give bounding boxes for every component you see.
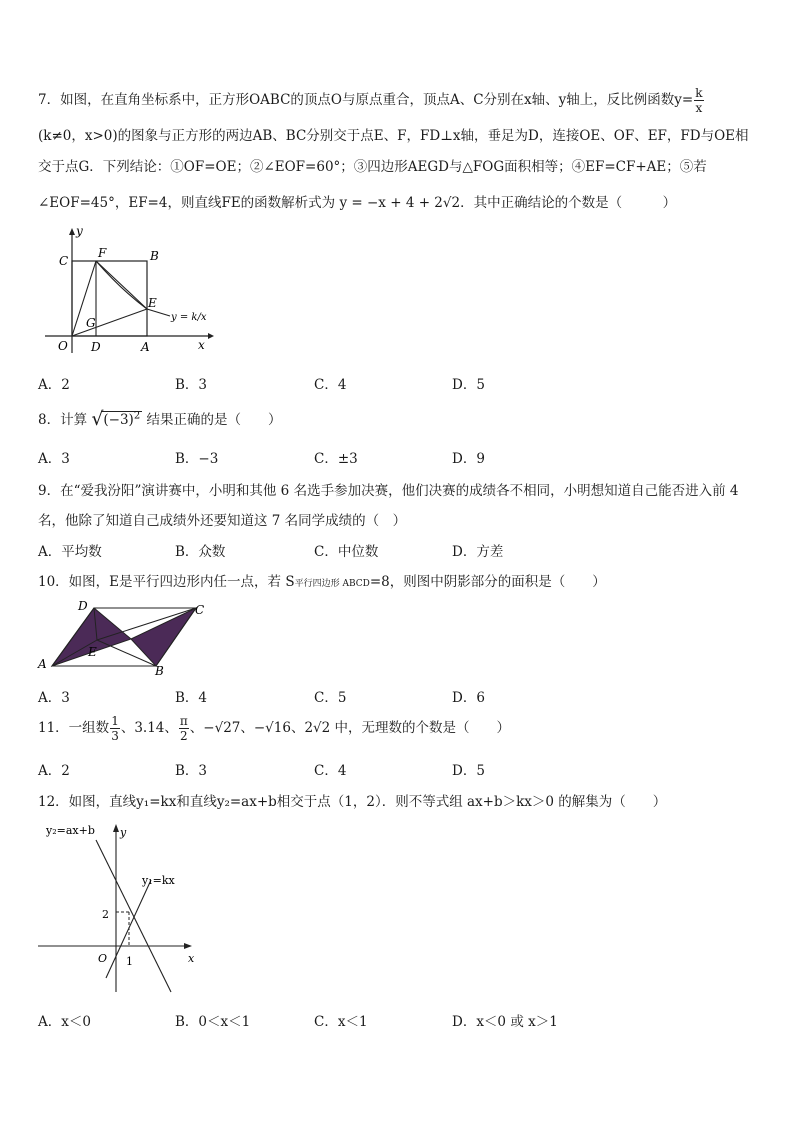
- q10-options: [38, 686, 758, 706]
- q9-option-b[interactable]: B．众数: [175, 544, 226, 560]
- q7-fig-label-g: G: [86, 316, 96, 330]
- q10-fig-label-c: C: [195, 603, 205, 617]
- q11-options: [38, 759, 758, 779]
- q7-fig-label-e: E: [148, 296, 157, 310]
- q12-fig-label-y1: y₁=kx: [142, 874, 175, 887]
- q7-fig-label-f: F: [98, 246, 107, 260]
- q7-line3: 交于点G．下列结论：①OF=OE；②∠EOF=60°；③四边形AEGD与△FOG面积相等；④EF=CF+AE；⑤若: [38, 159, 707, 175]
- q7-fig-label-a: A: [141, 340, 150, 354]
- q10-fig-label-a: A: [38, 657, 47, 671]
- q7-line2: (k≠0，x>0)的图象与正方形的两边AB、BC分别交于点E、F，FD⊥x轴，垂足为D，连接OE、OF、EF，FD与OE相: [38, 128, 749, 144]
- q8-option-b[interactable]: B．−3: [175, 451, 219, 467]
- q7-fig-label-b: B: [150, 249, 159, 263]
- q7-text-1: 7．如图，在直角坐标系中，正方形OABC的顶点O与原点重合，顶点A、C分别在x轴、y轴上，反比例函数y=: [38, 92, 694, 108]
- q11-text-pre: 11．一组数: [38, 720, 110, 736]
- q9-option-c[interactable]: C．中位数: [314, 544, 379, 560]
- q8-text-post: 结果正确的是（ ）: [146, 412, 282, 428]
- q12-option-d[interactable]: D．x＜0 或 x＞1: [452, 1014, 558, 1030]
- q11-option-b[interactable]: B．3: [175, 763, 208, 779]
- q7-options: [38, 373, 758, 393]
- q10-fig-label-d: D: [78, 600, 88, 613]
- q12-fig-label-y2: y₂=ax+b: [46, 824, 95, 837]
- q12-option-c[interactable]: C．x＜1: [314, 1014, 368, 1030]
- q7-fig-label-c: C: [59, 254, 69, 268]
- q10-figure: [36, 600, 216, 680]
- q12-figure: [36, 820, 206, 995]
- q7-fig-label-curve: y = k/x: [171, 312, 207, 323]
- q10-option-d[interactable]: D．6: [452, 690, 485, 706]
- q9-line1: 9．在“爱我汾阳”演讲赛中，小明和其他 6 名选手参加决赛，他们决赛的成绩各不相同，小明想知道自己能否进入前 4: [38, 483, 739, 499]
- q11-fraction-1: $\frac{1}{3}$: [111, 714, 119, 743]
- q12-fig-label-o: O: [98, 952, 108, 965]
- q10-text-pre: 10．如图，E是平行四边形内任一点，若 S: [38, 574, 295, 590]
- q10-text-post: =8，则图中阴影部分的面积是（ ）: [369, 574, 606, 590]
- q12-options: [38, 1010, 758, 1030]
- q12-fig-label-x: x: [188, 952, 195, 965]
- q12-fig-label-1: 1: [126, 955, 133, 968]
- q7-option-c[interactable]: C．4: [314, 377, 347, 393]
- q10-option-b[interactable]: B．4: [175, 690, 208, 706]
- q8-line: [38, 408, 282, 428]
- q9-options: [38, 540, 758, 560]
- q11-option-d[interactable]: D．5: [452, 763, 485, 779]
- q7-option-b[interactable]: B．3: [175, 377, 208, 393]
- q11-option-a[interactable]: A．2: [38, 763, 70, 779]
- q7-fig-label-y: y: [76, 225, 83, 238]
- q9-line2: 名，他除了知道自己成绩外还要知道这 7 名同学成绩的（ ）: [38, 513, 407, 529]
- q9-option-d[interactable]: D．方差: [452, 544, 504, 560]
- q12-fig-label-y: y: [120, 826, 127, 839]
- q11-fraction-2: $\frac{\pi}{2}$: [179, 714, 188, 743]
- q8-options: [38, 447, 758, 467]
- q10-fig-label-e: E: [88, 645, 97, 659]
- q12-option-b[interactable]: B．0＜x＜1: [175, 1014, 251, 1030]
- q7-line1: [38, 86, 705, 115]
- q7-figure: [40, 225, 220, 360]
- q7-option-d[interactable]: D．5: [452, 377, 485, 393]
- q8-option-d[interactable]: D．9: [452, 451, 485, 467]
- q7-option-a[interactable]: A．2: [38, 377, 70, 393]
- q10-option-a[interactable]: A．3: [38, 690, 70, 706]
- q8-option-a[interactable]: A．3: [38, 451, 70, 467]
- q10-subscript: 平行四边形 ABCD: [294, 579, 370, 589]
- q8-option-c[interactable]: C．±3: [314, 451, 358, 467]
- q7-fig-label-x: x: [198, 338, 205, 352]
- q11-option-c[interactable]: C．4: [314, 763, 347, 779]
- q8-radical: √ $(-3)^2$: [91, 407, 141, 430]
- q8-text-pre: 8．计算: [38, 412, 88, 428]
- q10-option-c[interactable]: C．5: [314, 690, 347, 706]
- q7-fraction: $\frac{k}{x}$: [695, 86, 703, 115]
- q7-fig-label-d: D: [91, 340, 101, 354]
- q10-line: [38, 570, 606, 590]
- q7-line4: ∠EOF=45°，EF=4，则直线FE的函数解析式为 y = −x + 4 + 2√2．其中正确结论的个数是（ ）: [38, 195, 677, 211]
- q10-fig-label-b: B: [155, 664, 164, 678]
- q7-fig-label-o: O: [58, 339, 68, 353]
- q12-option-a[interactable]: A．x＜0: [38, 1014, 91, 1030]
- q12-fig-label-2: 2: [102, 908, 109, 921]
- q11-line: [38, 714, 510, 743]
- q12-line: 12．如图，直线y₁=kx和直线y₂=ax+b相交于点（1，2）．则不等式组 ax+b＞kx＞0 的解集为（ ）: [38, 794, 667, 810]
- q9-option-a[interactable]: A．平均数: [38, 544, 102, 560]
- q11-text-mid2: 、−√27、−√16、2√2 中，无理数的个数是（ ）: [189, 720, 511, 736]
- q11-text-mid1: 、3.14、: [120, 720, 178, 736]
